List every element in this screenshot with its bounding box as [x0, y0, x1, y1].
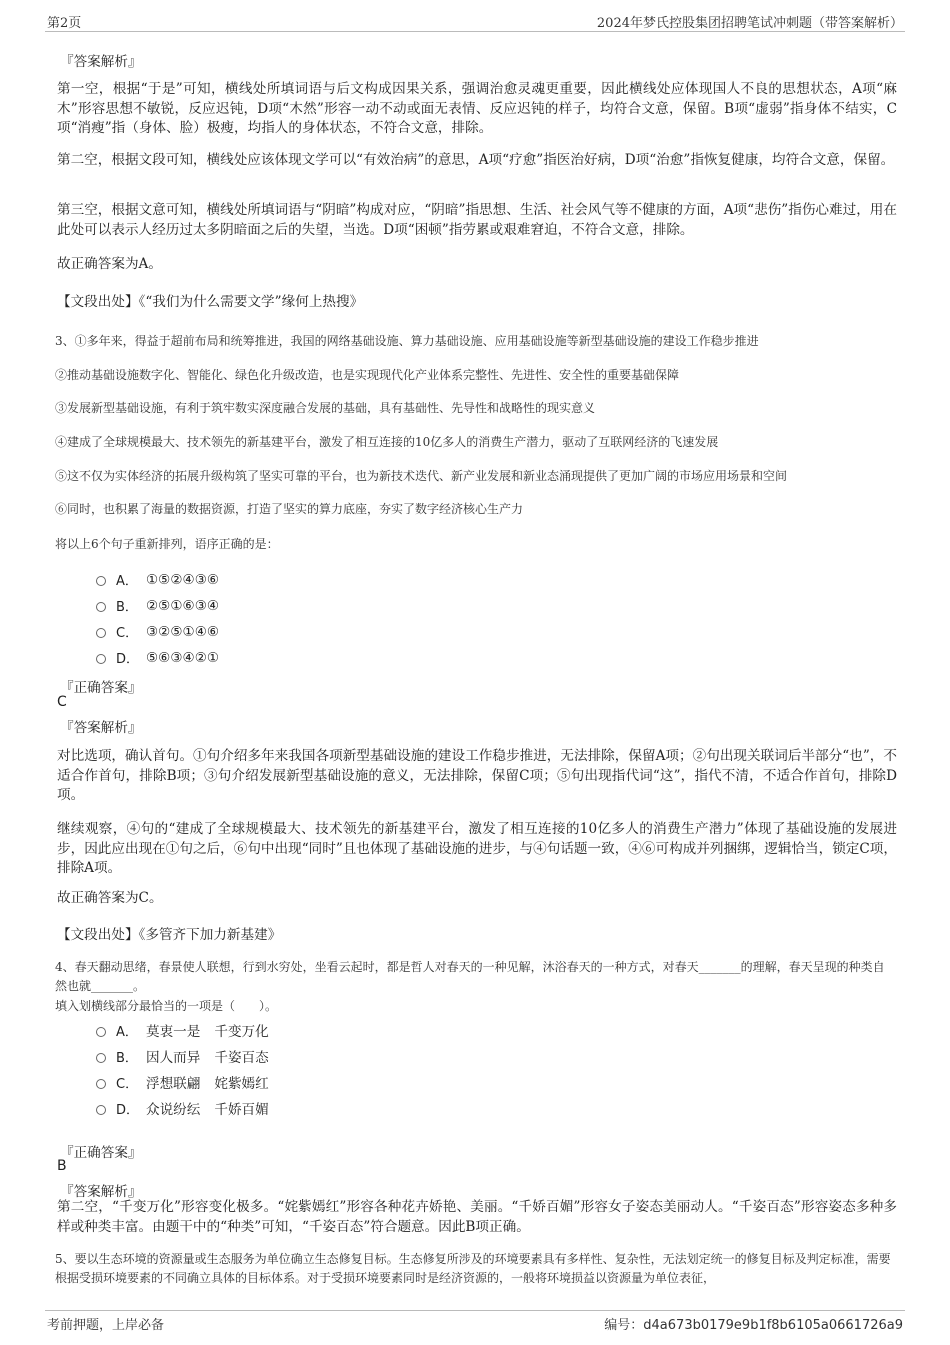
q4-correct-label: 『正确答案』	[60, 1145, 142, 1161]
q3-option-d[interactable]: D． ⑤⑥③④②①	[96, 648, 219, 667]
q2-analysis-paragraph-1: 第一空，根据“于是”可知，横线处所填词语与后文构成因果关系，强调治愈灵魂更重要，因此横线处应体现国人不良的思想状态，A项“麻木”形容思想不敏锐，反应迟钝，D项“木然”形容一动不动或面无表情、反应迟钝的样子，均符合文意，保留。B项“虚弱”指身体不结实，C项“消瘦”指（身体、脸）极瘦，均指人的身体状态，不符合文意，排除。	[57, 81, 897, 136]
footer-slogan: 考前押题，上岸必备	[47, 1318, 165, 1333]
q4-option-d[interactable]: D． 众说纷纭 千娇百媚	[96, 1098, 269, 1118]
document-title: 2024年梦氏控股集团招聘笔试冲刺题（带答案解析）	[596, 16, 903, 31]
q3-sentence-6: ⑥同时，也积累了海量的数据资源，打造了坚实的算力底座，夯实了数字经济核心生产力	[55, 502, 524, 516]
q5-stem: 5、要以生态环境的资源量或生态服务为单位确立生态修复目标。生态修复所涉及的环境要素具有多样性、复杂性，无法划定统一的修复目标及判定标准，需要根据受损环境要素的不同确立具体的目标体系。对于受损环境要素同时是经济资源的，一般将环境损益以资源量为单位表征，	[55, 1252, 891, 1285]
q3-sentence-2: ②推动基础设施数字化、智能化、绿色化升级改造，也是实现现代化产业体系完整性、先进性、安全性的重要基础保障	[55, 368, 680, 382]
q3-analysis-label: 『答案解析』	[60, 720, 142, 736]
q4-analysis: 第二空，“千变万化”形容变化极多。“姹紫嫣红”形容各种花卉娇艳、美丽。“千娇百媚”形容女子姿态美丽动人。“千姿百态”形容姿态多种多样或种类丰富。由题干中的“种类”可知，“千姿百态”符合题意。因此B项正确。	[57, 1199, 897, 1235]
q3-prompt: 将以上6个句子重新排列，语序正确的是：	[55, 537, 279, 551]
q3-analysis-paragraph-2: 继续观察，④句的“建成了全球规模最大、技术领先的新基建平台，激发了相互连接的10亿多人的消费生产潜力”体现了基础设施的发展进步，因此应出现在①句之后，⑥句中出现“同时”且也体现了基础设施的进步，与④句话题一致，④⑥可构成并列捆绑，逻辑恰当，锁定C项，排除A项。	[57, 821, 897, 876]
q3-sentence-4: ④建成了全球规模最大、技术领先的新基建平台，激发了相互连接的10亿多人的消费生产潜力，驱动了互联网经济的飞速发展	[55, 435, 719, 449]
q3-correct-label: 『正确答案』	[60, 680, 142, 696]
q3-conclusion: 故正确答案为C。	[57, 890, 163, 906]
q3-sentence-5: ⑤这不仅为实体经济的拓展升级构筑了坚实可靠的平台，也为新技术迭代、新产业发展和新业态涌现提供了更加广阔的市场应用场景和空间	[55, 469, 788, 483]
q2-conclusion: 故正确答案为A。	[57, 256, 162, 272]
radio-icon[interactable]	[96, 628, 106, 638]
q3-option-c[interactable]: C． ③②⑤①④⑥	[96, 622, 219, 641]
q3-option-a[interactable]: A． ①⑤②④③⑥	[96, 570, 219, 589]
q4-analysis-label: 『答案解析』	[60, 1184, 142, 1200]
q2-analysis-paragraph-2: 第二空，根据文段可知，横线处应该体现文学可以“有效治病”的意思，A项“疗愈”指医治好病，D项“治愈”指恢复健康，均符合文意，保留。	[57, 152, 895, 168]
radio-icon[interactable]	[96, 576, 106, 586]
q2-source: 【文段出处】《“我们为什么需要文学”缘何上热搜》	[57, 294, 364, 310]
q3-sentence-1: 3、①多年来，得益于超前布局和统筹推进，我国的网络基础设施、算力基础设施、应用基础设施等新型基础设施的建设工作稳步推进	[55, 334, 759, 348]
q3-sentence-3: ③发展新型基础设施，有利于筑牢数实深度融合发展的基础，具有基础性、先导性和战略性的现实意义	[55, 401, 596, 415]
q4-option-b[interactable]: B． 因人而异 千姿百态	[96, 1046, 269, 1066]
q4-stem: 4、春天翻动思绪，春景使人联想，行到水穷处，坐看云起时，都是哲人对春天的一种见解，沐浴春天的一种方式，对春天_______的理解，春天呈现的种类自然也就_______。	[55, 960, 885, 993]
q4-option-c[interactable]: C． 浮想联翩 姹紫嫣红	[96, 1072, 269, 1092]
footer-code-value: d4a673b0179e9b1f8b6105a0661726a9	[643, 1318, 903, 1333]
footer-code	[604, 1314, 903, 1333]
header-divider	[45, 31, 905, 32]
q2-analysis-label: 『答案解析』	[60, 54, 142, 70]
q3-option-b[interactable]: B． ②⑤①⑥③④	[96, 596, 219, 615]
radio-icon[interactable]	[96, 602, 106, 612]
q3-source: 【文段出处】《多管齐下加力新基建》	[57, 927, 282, 943]
q4-correct-answer: B	[57, 1158, 67, 1174]
footer-divider	[45, 1310, 905, 1311]
q4-prompt: 填入划横线部分最恰当的一项是（ ）。	[55, 999, 278, 1013]
q3-correct-answer: C	[57, 694, 67, 710]
radio-icon[interactable]	[96, 1079, 106, 1089]
page-number: 第2页	[47, 16, 82, 31]
footer-code-label: 编号：	[604, 1318, 644, 1333]
q4-option-a[interactable]: A． 莫衷一是 千变万化	[96, 1020, 269, 1040]
q3-analysis-paragraph-1: 对比选项，确认首句。①句介绍多年来我国各项新型基础设施的建设工作稳步推进，无法排除，保留A项；②句出现关联词后半部分“也”，不适合作首句，排除B项；③句介绍发展新型基础设施的意义，无法排除，保留C项；⑤句出现指代词“这”，指代不清，不适合作首句，排除D项。	[57, 748, 897, 803]
radio-icon[interactable]	[96, 654, 106, 664]
radio-icon[interactable]	[96, 1027, 106, 1037]
radio-icon[interactable]	[96, 1053, 106, 1063]
q2-analysis-paragraph-3: 第三空，根据文意可知，横线处所填词语与“阴暗”构成对应，“阴暗”指思想、生活、社会风气等不健康的方面，A项“悲伤”指伤心难过，用在此处可以表示人经历过太多阴暗面之后的失望，当选。D项“困顿”指劳累或艰难窘迫，不符合文意，排除。	[57, 202, 897, 238]
radio-icon[interactable]	[96, 1105, 106, 1115]
